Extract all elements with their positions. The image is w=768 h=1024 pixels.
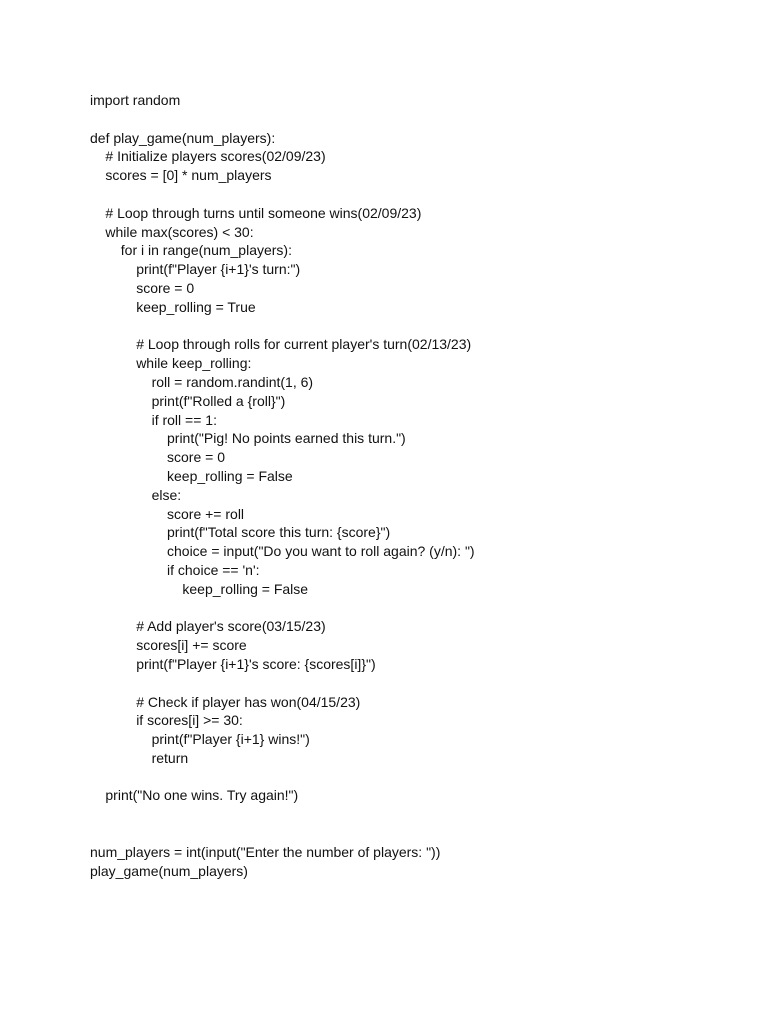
code-line <box>90 824 730 843</box>
code-line: scores[i] += score <box>136 637 247 654</box>
code-line: def play_game(num_players): <box>90 129 276 146</box>
code-line: print(f"Rolled a {roll}") <box>151 392 286 409</box>
code-line: for i in range(num_players): <box>120 242 292 259</box>
code-line: keep_rolling = True <box>136 298 256 315</box>
code-line: # Check if player has won(04/15/23) <box>136 693 361 710</box>
code-line: play_game(num_players) <box>90 862 248 879</box>
code-line: choice = input("Do you want to roll again? (y/n): ") <box>167 543 475 560</box>
code-line <box>90 599 730 618</box>
code-line: print(f"Player {i+1} wins!") <box>151 731 310 748</box>
code-line <box>90 674 730 693</box>
code-line: # Loop through turns until someone wins(02/09/23) <box>105 204 422 221</box>
code-line: # Initialize players scores(02/09/23) <box>105 148 326 165</box>
code-line: import random <box>90 92 181 108</box>
code-line: if scores[i] >= 30: <box>136 712 243 729</box>
code-line <box>90 805 730 824</box>
code-line: num_players = int(input("Enter the number of players: ")) <box>90 843 441 860</box>
code-line: score = 0 <box>136 279 195 296</box>
code-line: scores = [0] * num_players <box>105 167 272 184</box>
code-line: return <box>151 749 189 766</box>
code-line: print(f"Player {i+1}'s turn:") <box>136 261 301 278</box>
code-line: print("No one wins. Try again!") <box>105 787 299 804</box>
code-line <box>90 768 730 787</box>
code-line: print(f"Player {i+1}'s score: {scores[i]}") <box>136 655 376 672</box>
code-line: roll = random.randint(1, 6) <box>151 373 314 390</box>
code-line: keep_rolling = False <box>182 580 309 597</box>
code-line: score = 0 <box>167 449 225 466</box>
code-line <box>90 185 730 204</box>
code-line: score += roll <box>167 505 245 522</box>
code-line: if choice == 'n': <box>167 561 260 578</box>
code-line: while max(scores) < 30: <box>105 223 254 240</box>
code-line: print("Pig! No points earned this turn.") <box>167 430 406 447</box>
code-line <box>90 317 730 336</box>
code-listing <box>90 91 730 880</box>
code-line: else: <box>151 486 182 503</box>
code-line: # Add player's score(03/15/23) <box>136 618 326 635</box>
code-line: # Loop through rolls for current player's turn(02/13/23) <box>136 336 472 353</box>
code-line: while keep_rolling: <box>136 355 252 372</box>
code-line: print(f"Total score this turn: {score}") <box>167 524 391 541</box>
code-line: keep_rolling = False <box>167 467 293 484</box>
code-line <box>90 110 730 129</box>
code-line: if roll == 1: <box>151 411 217 428</box>
